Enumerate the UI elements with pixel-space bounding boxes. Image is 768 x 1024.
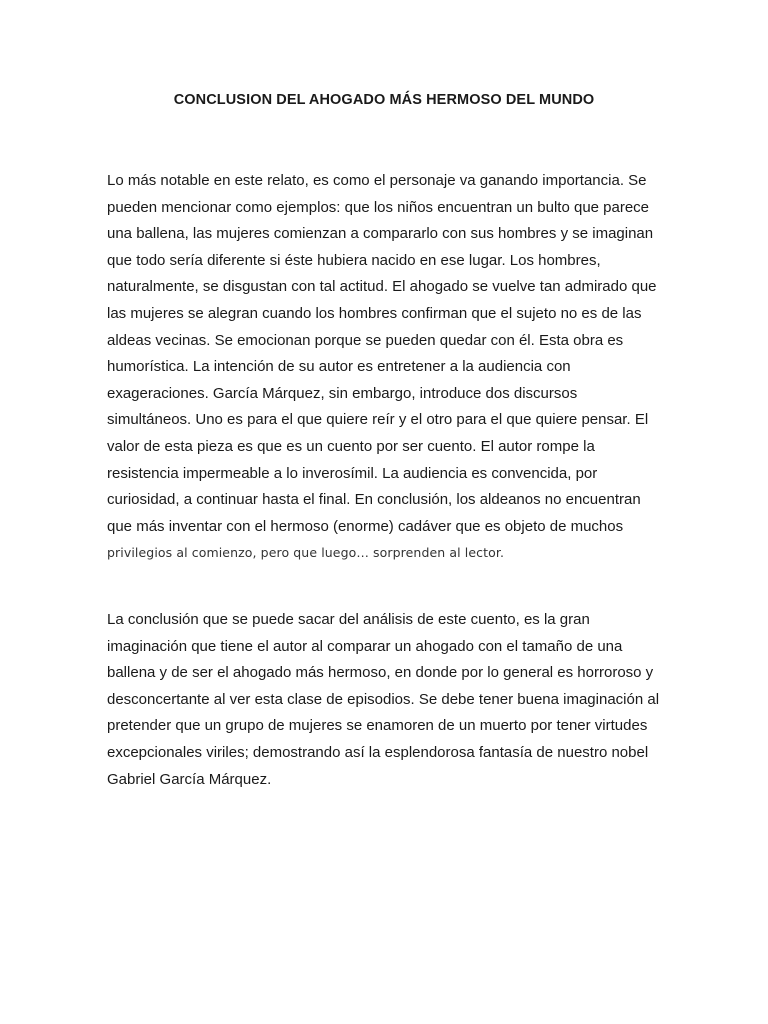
text-line: humorística. La intención de su autor es entretener a la audiencia con (107, 358, 571, 376)
text-line: aldeas vecinas. Se emocionan porque se pueden quedar con él. Esta obra es (107, 331, 624, 349)
text-line: excepcionales viriles; demostrando así la esplendorosa fantasía de nuestro nobel (107, 743, 649, 761)
text-line: curiosidad, a continuar hasta el final. En conclusión, los aldeanos no encuentran (107, 491, 641, 509)
text-line: imaginación que tiene el autor al comparar un ahogado con el tamaño de una (107, 637, 623, 655)
text-line: privilegios al comienzo, pero que luego… sorprenden al lector. (107, 545, 505, 561)
text-line: resistencia impermeable a lo inverosímil. La audiencia es convencida, por (107, 464, 598, 482)
text-line: Lo más notable en este relato, es como el personaje va ganando importancia. Se (107, 172, 647, 189)
document-title: CONCLUSION DEL AHOGADO MÁS HERMOSO DEL MUNDO (173, 92, 595, 108)
text-line: las mujeres se alegran cuando los hombres confirman que el sujeto no es de las (107, 304, 642, 322)
text-line: simultáneos. Uno es para el que quiere reír y el otro para el que quiere pensar. El (107, 411, 649, 429)
text-line: valor de esta pieza es que es un cuento por ser cuento. El autor rompe la (107, 437, 595, 455)
paragraph-1 (107, 168, 667, 567)
text-line: que más inventar con el hermoso (enorme) cadáver que es objeto de muchos (107, 517, 624, 535)
text-line: La conclusión que se puede sacar del análisis de este cuento, es la gran (107, 611, 590, 628)
paragraph-2 (107, 607, 667, 793)
text-line: ballena y de ser el ahogado más hermoso, en donde por lo general es horroroso y (107, 664, 654, 682)
text-line: naturalmente, se disgustan con tal actitud. El ahogado se vuelve tan admirado que (107, 278, 657, 296)
text-line: una ballena, las mujeres comienzan a compararlo con sus hombres y se imaginan (107, 225, 654, 243)
text-line: desconcertante al ver esta clase de episodios. Se debe tener buena imaginación al (107, 690, 660, 708)
text-line: Gabriel García Márquez. (107, 770, 272, 788)
text-line: exageraciones. García Márquez, sin embargo, introduce dos discursos (107, 384, 578, 402)
text-line: que todo sería diferente si éste hubiera nacido en ese lugar. Los hombres, (107, 251, 601, 269)
text-line: pretender que un grupo de mujeres se enamoren de un muerto por tener virtudes (107, 717, 648, 735)
text-line: pueden mencionar como ejemplos: que los niños encuentran un bulto que parece (107, 198, 650, 216)
